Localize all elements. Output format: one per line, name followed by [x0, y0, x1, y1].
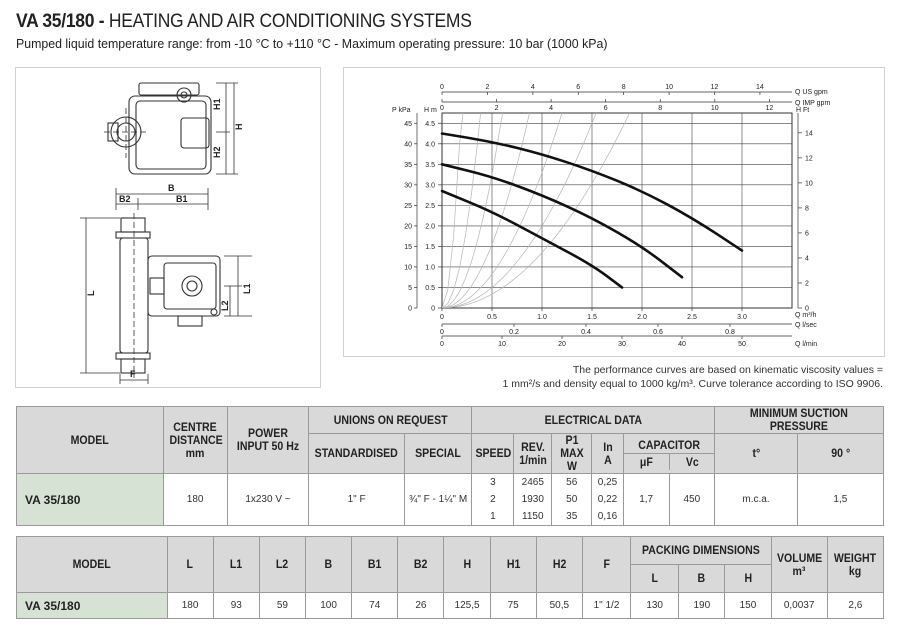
th2-h2: H2 [536, 537, 582, 593]
th-in: In A [592, 434, 624, 474]
th-vc: Vc [685, 454, 699, 469]
tick-label-h-m: 0 [431, 305, 435, 313]
dim-f-label: F [130, 369, 136, 379]
dim-b2-label: B2 [119, 194, 131, 204]
cell2-b2: 26 [398, 593, 444, 619]
tick-label-h-m: 4.0 [425, 141, 435, 149]
th2-pack-l: L [631, 565, 679, 593]
th2-pack-h: H [725, 565, 771, 593]
cell-model: VA 35/180 [17, 474, 164, 526]
cell2-l1: 93 [213, 593, 259, 619]
th2-l2: L2 [259, 537, 305, 593]
tick-label-us-gpm: 0 [440, 84, 444, 91]
tick-label-h-m: 1.0 [425, 264, 435, 272]
tick-label-h-ft: 8 [805, 205, 809, 213]
cell-revs: 2465 1930 1150 [514, 474, 552, 526]
tick-label-us-gpm: 14 [756, 84, 764, 91]
th-power-input: POWER INPUT 50 Hz [227, 407, 309, 474]
tick-label-us-gpm: 10 [665, 84, 673, 91]
tick-label-ls: 0 [440, 329, 444, 336]
table-row [17, 593, 884, 619]
cell-in: 0,25 0,22 0,16 [592, 474, 624, 526]
tick-label-m3h: 1.5 [587, 314, 597, 321]
tick-label-h-ft: 14 [805, 130, 813, 138]
th-unions: UNIONS ON REQUEST [309, 407, 472, 434]
cell-special: ¾" F - 1¼" M [404, 474, 472, 526]
tick-label-imp-gpm: 4 [549, 105, 554, 112]
tick-label-p-kpa: 30 [404, 182, 412, 190]
tick-label-us-gpm: 6 [576, 84, 581, 91]
axis-label-imp-gpm: Q IMP gpm [795, 100, 831, 107]
cell-uf: 1,7 [623, 474, 669, 526]
tick-label-lmin: 10 [498, 341, 506, 348]
curve-note-line1: The performance curves are based on kinematic viscosity values = [572, 364, 883, 376]
title-text: HEATING AND AIR CONDITIONING SYSTEMS [108, 11, 472, 32]
tick-label-h-ft: 0 [805, 305, 809, 313]
cell2-volume: 0,0037 [771, 593, 827, 619]
tick-label-ls: 0.2 [509, 329, 519, 336]
th2-h: H [444, 537, 490, 593]
tick-label-h-m: 2.5 [425, 202, 435, 210]
tick-label-h-m: 2.0 [425, 223, 435, 231]
th-rev: REV. 1/min [514, 434, 552, 474]
th-min-suction: MINIMUM SUCTION PRESSURE [715, 407, 884, 434]
tick-label-m3h: 0.5 [487, 314, 497, 321]
axis-label-h-ft: H Ft [796, 107, 810, 114]
tick-label-p-kpa: 15 [404, 243, 412, 251]
dim-l-label: L [86, 290, 96, 296]
th2-l1: L1 [213, 537, 259, 593]
tick-label-imp-gpm: 2 [494, 105, 499, 112]
tick-label-us-gpm: 4 [530, 84, 535, 91]
tick-label-ls: 0.6 [653, 329, 663, 336]
cell2-l: 180 [167, 593, 213, 619]
tick-label-m3h: 2.5 [687, 314, 697, 321]
dim-h2-label: H2 [212, 146, 222, 158]
tick-label-p-kpa: 40 [404, 141, 412, 149]
tick-label-lmin: 0 [440, 341, 444, 348]
th2-weight: WEIGHT kg [827, 537, 883, 593]
curve-note-line2: 1 mm²/s and density equal to 1000 kg/m³. Curve tolerance according to ISO 9906. [502, 378, 883, 390]
dimensions-table [16, 536, 884, 619]
tick-label-ls: 0.8 [725, 329, 735, 336]
tick-label-imp-gpm: 0 [440, 105, 444, 112]
th-capacitor-group: CAPACITOR μF Vc [623, 434, 714, 474]
dim-b-label: B [168, 183, 175, 193]
th-standardised: STANDARDISED [309, 434, 404, 474]
cell2-b: 100 [305, 593, 351, 619]
th-t90: 90 ° [797, 434, 883, 474]
th-speed: SPEED [472, 434, 514, 474]
tick-label-p-kpa: 5 [408, 284, 412, 292]
cell-t90: 1,5 [797, 474, 883, 526]
tick-label-p-kpa: 20 [404, 223, 412, 231]
model-name: VA 35/180 - [16, 11, 105, 32]
cell-power-input: 1x230 V ~ [227, 474, 309, 526]
th2-b1: B1 [352, 537, 398, 593]
tick-label-h-ft: 12 [805, 155, 813, 163]
technical-drawing-panel [15, 67, 321, 388]
temp-label: Pumped liquid temperature range: [16, 36, 203, 51]
th-centre-distance: CENTRE DISTANCE mm [163, 407, 227, 474]
cell2-h1: 75 [490, 593, 536, 619]
th2-f: F [582, 537, 630, 593]
cell2-l2: 59 [259, 593, 305, 619]
th2-b: B [305, 537, 351, 593]
th2-l: L [167, 537, 213, 593]
th-p1max: P1 MAX W [552, 434, 592, 474]
tick-label-p-kpa: 10 [404, 264, 412, 272]
tick-label-lmin: 30 [618, 341, 626, 348]
tick-label-h-ft: 4 [805, 255, 809, 263]
dim-l2-label: L2 [220, 300, 230, 311]
tick-label-imp-gpm: 10 [710, 105, 719, 112]
th2-h1: H1 [490, 537, 536, 593]
cell-p1: 56 50 35 [552, 474, 592, 526]
performance-chart [344, 68, 884, 356]
dim-h1-label: H1 [212, 98, 222, 110]
th-uf: μF [639, 454, 653, 469]
tick-label-p-kpa: 35 [404, 161, 412, 169]
tick-label-lmin: 50 [738, 341, 746, 348]
th2-pack-b: B [679, 565, 725, 593]
tick-label-h-m: 1.5 [425, 243, 435, 251]
tick-label-p-kpa: 25 [404, 202, 412, 210]
th2-model: MODEL [17, 537, 168, 593]
cell2-h2: 50,5 [536, 593, 582, 619]
electrical-data-table [16, 406, 884, 526]
th-special: SPECIAL [404, 434, 472, 474]
cell-speeds: 3 2 1 [472, 474, 514, 526]
cell2-pack-l: 130 [631, 593, 679, 619]
axis-label-us-gpm: Q US gpm [795, 89, 828, 96]
table-row [17, 474, 884, 526]
axis-label-m3h: Q m³/h [795, 312, 817, 319]
page-title [16, 11, 472, 33]
axis-label-p-kpa: P kPa [392, 107, 411, 114]
tick-label-p-kpa: 0 [408, 305, 412, 313]
cell2-model: VA 35/180 [17, 593, 168, 619]
cell-centre-distance: 180 [163, 474, 227, 526]
tick-label-h-m: 3.5 [425, 161, 435, 169]
tick-label-m3h: 1.0 [537, 314, 547, 321]
cell2-pack-b: 190 [679, 593, 725, 619]
tick-label-imp-gpm: 6 [603, 105, 608, 112]
axis-label-ls: Q l/sec [795, 322, 817, 329]
performance-chart-panel [343, 67, 885, 357]
tick-label-h-ft: 2 [805, 280, 809, 288]
tick-label-us-gpm: 12 [710, 84, 719, 91]
tick-label-imp-gpm: 12 [765, 105, 774, 112]
cell-vc: 450 [669, 474, 715, 526]
subtitle [16, 36, 607, 51]
temp-value: from -10 °C to +110 °C - [206, 36, 339, 51]
cell-standardised: 1" F [309, 474, 404, 526]
tick-label-h-m: 0.5 [425, 284, 435, 292]
dim-h-label: H [234, 123, 244, 130]
tick-label-h-ft: 10 [805, 180, 813, 188]
tick-label-ls: 0.4 [581, 329, 591, 336]
tick-label-lmin: 20 [558, 341, 566, 348]
tick-label-m3h: 0 [440, 314, 444, 321]
tick-label-h-m: 4.5 [425, 120, 435, 128]
tick-label-h-ft: 6 [805, 230, 809, 238]
tick-label-h-m: 3.0 [425, 182, 435, 190]
tick-label-m3h: 2.0 [637, 314, 647, 321]
th2-b2: B2 [398, 537, 444, 593]
dim-l1-label: L1 [242, 283, 252, 294]
axis-label-lmin: Q l/min [795, 341, 818, 348]
cell-t: m.c.a. [715, 474, 798, 526]
axis-label-h-m: H m [424, 107, 437, 114]
th2-volume: VOLUME m³ [771, 537, 827, 593]
tick-label-p-kpa: 45 [404, 120, 412, 128]
cell2-pack-h: 150 [725, 593, 771, 619]
tick-label-us-gpm: 2 [485, 84, 490, 91]
cell2-weight: 2,6 [827, 593, 883, 619]
cell2-f: 1" 1/2 [582, 593, 630, 619]
cell2-b1: 74 [352, 593, 398, 619]
th-electrical: ELECTRICAL DATA [472, 407, 715, 434]
tick-label-m3h: 3.0 [737, 314, 747, 321]
th2-packing: PACKING DIMENSIONS [631, 537, 771, 565]
dim-b1-label: B1 [176, 194, 188, 204]
pump-drawing [16, 68, 320, 387]
tick-label-imp-gpm: 8 [658, 105, 663, 112]
pressure-label: Maximum operating pressure: [341, 36, 506, 51]
tick-label-lmin: 40 [678, 341, 686, 348]
th-model: MODEL [17, 407, 164, 474]
th-t: t° [715, 434, 798, 474]
pressure-value: 10 bar (1000 kPa) [508, 36, 608, 51]
cell2-h: 125,5 [444, 593, 490, 619]
tick-label-us-gpm: 8 [621, 84, 626, 91]
